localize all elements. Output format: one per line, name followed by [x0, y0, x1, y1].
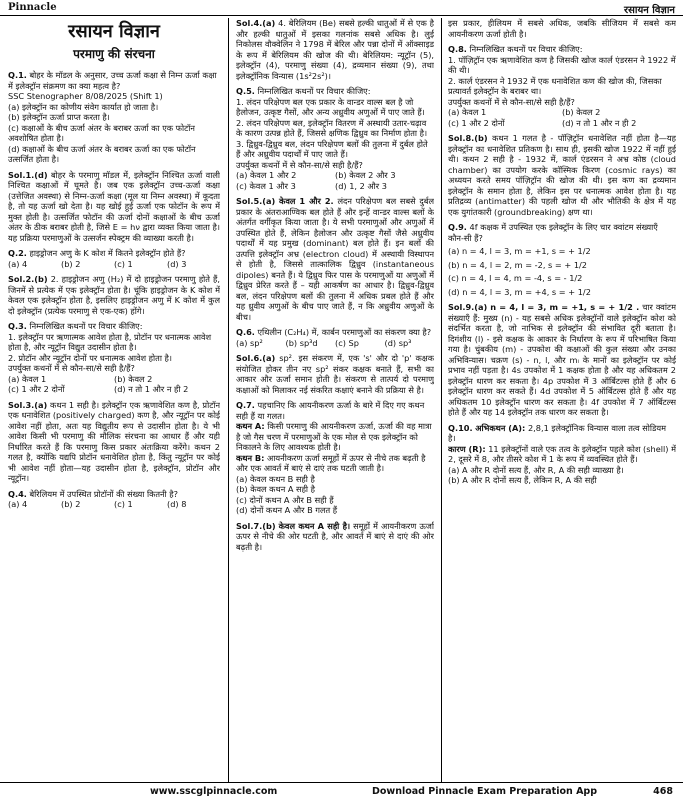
statement: 3. द्विध्रुव-द्विध्रुव बल, लंदन परिक्षेपण बलों की तुलना में दुर्बल होते हैं और अध्रुवीय पदार्थों में पाए जाते हैं। — [236, 138, 428, 159]
statement: 1. इलेक्ट्रॉन पर ऋणात्मक आवेश होता है, प्रोटॉन पर धनात्मक आवेश होता है, और न्यूट्रॉन विद्युत उदासीन होता है। — [8, 331, 212, 353]
column-divider — [228, 18, 229, 782]
statement-label: कथन B: — [236, 452, 265, 463]
option: (b) 2 — [61, 258, 81, 269]
solution-head: Sol.4.(a) — [236, 18, 276, 28]
question-number: Q.2. — [8, 248, 27, 259]
options — [236, 170, 434, 191]
question-text: 4f कक्षक में उपस्थित एक इलेक्ट्रॉन के लिए चार क्वांटम संख्याएँ कौन-सी हैं? — [448, 222, 658, 243]
solution-head: Sol.7.(b) — [236, 520, 276, 531]
page-footer — [0, 782, 683, 800]
option: (b) केवल कथन A सही है — [236, 484, 316, 494]
statement-b — [236, 453, 434, 474]
question-text: एथिलीन (C₂H₄) में, कार्बन परमाणुओं का संकरण क्या है? — [257, 327, 432, 337]
question-text: बेरिलियम में उपस्थित प्रोटॉनों की संख्या कितनी है? — [29, 488, 178, 499]
question-text: निम्नलिखित कथनों पर विचार कीजिए: — [257, 86, 371, 96]
option: (b) केवल 2 — [114, 373, 153, 384]
question-source: SSC Stenographer 8/08/2025 (Shift 1) — [8, 91, 163, 102]
solution-lead: n = 4, l = 3, m = +1, s = + 1/2 . — [490, 302, 640, 312]
question-number: Q.8. — [448, 44, 467, 54]
question-number: Q.5. — [236, 86, 255, 96]
option: (c) 1 और 2 दोनों — [8, 384, 65, 395]
app-promo: Download Pinnacle Exam Preparation App — [372, 786, 598, 797]
option: (d) न तो 1 और न ही 2 — [562, 117, 637, 128]
solution-head: Sol.5.(a) — [236, 196, 276, 206]
solution-lead: केवल कथन A सही है। — [278, 520, 351, 531]
option: (a) केवल कथन B सही है — [236, 473, 315, 484]
question-ask: उपर्युक्त कथनों में से कौन-सा/से सही है/हैं? — [236, 159, 363, 170]
solution-head: Sol.6.(a) — [236, 353, 276, 363]
statement-text: किसी परमाणु की आयनीकरण ऊर्जा, ऊर्जा की वह मात्रा है जो गैस चरण में परमाणुओं के एक मोल से एक इलेक्ट्रॉन को निकालने के लिए आवश्यक होती है। — [236, 421, 432, 452]
solution-4 — [236, 18, 434, 81]
options — [236, 338, 434, 349]
brand-name: Pinnacle — [8, 2, 57, 13]
question-10 — [448, 423, 676, 444]
solution-text: लंदन परिक्षेपण बल सबसे दुर्बल प्रकार के अंतराआण्विक बल होते हैं और इन्हें वान्डर वाल्स बलों के अंतर्गत वर्गीकृत किया जाता है। ये सभी परमाणुओं और अणुओं में उपस्थित होते हैं, लेकिन हैलोजन और उत्कृष्ट गैसों जैसे अध्रुवीय पदार्थों में यह प्रमुख (dominant) बल होते हैं। इन बलों की उत्पत्ति इलेक्ट्रॉन अभ्र (electron cloud) में अस्थायी विस्थापन से होती है, जिससे तात्कालिक द्विध्रुव (instantaneous dipoles) बनते हैं। ये द्विध्रुव फिर पास के परमाणुओं या अणुओं में द्विध्रुव प्रेरित करते हैं – यही आकर्षण का आधार है। द्विध्रुव-द्विध्रुव बल, लंदन परिक्षेपण बलों की तुलना में अधिक प्रबल होते हैं और यह ध्रुवीय अणुओं के बीच पाए जाते हैं, न कि अध्रुवीय अणुओं के बीच। — [236, 196, 434, 322]
solution-7 — [236, 521, 434, 553]
solution-head: Sol.8.(b) — [448, 133, 488, 143]
question-9 — [448, 222, 676, 243]
option: (a) n = 4, l = 3, m = +1, s = + 1/2 — [448, 246, 591, 256]
column-divider — [441, 18, 442, 782]
solution-lead: केवल 1 और 2. — [279, 196, 334, 206]
statement: 1. लंदन परिक्षेपण बल एक प्रकार के वान्डर वाल्स बल है जो हैलोजन, उत्कृष्ट गैसों, और अन्य अध्रुवीय अणुओं में पाए जाते हैं। — [236, 96, 425, 117]
option: (c) कक्षाओं के बीच ऊर्जा अंतर के बराबर ऊर्जा का एक फोटॉन अवशोषित होता है। — [8, 122, 195, 144]
question-8 — [448, 44, 676, 55]
solution-1 — [8, 170, 220, 244]
option: (b) इलेक्ट्रॉन ऊर्जा प्राप्त करता है। — [8, 112, 110, 123]
question-number: Q.10. — [448, 422, 473, 433]
page-title: रसायन विज्ञान — [68, 21, 160, 42]
solution-text: बोहर के परमाणु मॉडल में, इलेक्ट्रॉन निश्चित ऊर्जा वाली निश्चित कक्षाओं में घूमते है। जब एक इलेक्ट्रॉन उच्च-ऊर्जा कक्षा (उत्तेजित अवस्था) से निम्न-ऊर्जा कक्षा (मूल या निम्न अवस्था) में कूदता है, तो यह ऊर्जा खो देता है। यह खोई हुई ऊर्जा एक फोटॉन के रूप में मुक्त होती है। उत्सर्जित फोटॉन की ऊर्जा दोनों कक्षाओं के बीच ऊर्जा अंतर के ठीक बराबर होती है, जिसे E = hν द्वारा व्यक्त किया जाता है। यह प्रक्रिया परमाणुओं के उत्सर्जन स्पेक्ट्रम की व्याख्या करती है। — [8, 169, 220, 243]
option: (c) केवल 1 और 3 — [236, 180, 296, 191]
statement: 2. लंदन परिक्षेपण बल, इलेक्ट्रॉन वितरण में अस्थायी उतार-चढ़ाव के कारण उत्पन्न होते हैं, जिससे क्षणिक द्विध्रुव का निर्माण होता है। — [236, 117, 428, 138]
option: (c) n = 4, l = 4, m = -4, s = - 1/2 — [448, 273, 583, 283]
solution-8 — [448, 133, 676, 217]
solution-head: Sol.1.(d) — [8, 169, 48, 180]
solution-7-continued: इस प्रकार, हीलियम में सबसे अधिक, जबकि सीजियम में सबसे कम आयनीकरण ऊर्जा होती है। — [448, 18, 676, 39]
question-text: पहचानिए कि आयनीकरण ऊर्जा के बारे में दिए गए कथन सही हैं या गलत। — [236, 400, 425, 421]
reason-label: कारण (R): — [448, 443, 486, 454]
column-1 — [8, 18, 220, 780]
option: (d) 3 — [167, 258, 187, 269]
page-header — [0, 0, 683, 16]
option: (c) 1 — [114, 258, 133, 269]
option: (c) दोनों कथन A और B सही हैं — [236, 494, 334, 505]
statement: 2. प्रोटॉन और न्यूट्रॉन दोनों पर धनात्मक आवेश होता है। — [8, 352, 172, 363]
question-number: Q.3. — [8, 321, 27, 332]
assertion-label: अभिकथन (A): — [475, 422, 526, 433]
question-number: Q.7. — [236, 400, 255, 410]
solution-3 — [8, 400, 220, 484]
solution-9 — [448, 302, 676, 418]
solution-text: समूहों में आयनीकरण ऊर्जा ऊपर से नीचे की ओर घटती है, और आवर्त में बाएं से दाएं की ओर बढ़ती है। — [236, 520, 434, 552]
column-3 — [448, 18, 676, 780]
website-link[interactable]: www.sscglpinnacle.com — [150, 786, 278, 797]
solution-text: 4. बेरिलियम (Be) सबसे हल्की धातुओं में से एक है और हल्की धातुओं में इसका गलनांक सबसे अधिक है। लुई निकोलस वौक्वेलिन ने 1798 में बेरिल और पन्ना दोनों में ऑक्साइड के रूप में बेरिलियम की खोज की थी। बेरिलियम: न्यूट्रॉन (5), इलेक्ट्रॉन (4), परमाणु संख्या (4), द्रव्यमान संख्या (9), तथा इलेक्ट्रॉनिक विन्यास (1s²2s²)। — [236, 18, 434, 81]
option: (d) न तो 1 और न ही 2 — [114, 384, 189, 395]
question-ask: उपर्युक्त कथनों में से कौन-सा/से सही है/हैं? — [8, 363, 135, 374]
statement-label: कथन A: — [236, 421, 265, 431]
question-ask: उपर्युक्त कथनों में से कौन-सा/से सही है/हैं? — [448, 96, 575, 107]
solution-text: कथन 1 गलत है - पॉज़िट्रॉन धनावेशित नहीं होता है—यह इलेक्ट्रॉन का धनावेशित प्रतिकण है। साथ ही, इसकी खोज 1922 में नहीं हुई थी। कथन 2 सही है - 1932 में, कार्ल एंडरसन ने अभ्र कोष्ठ (cloud chamber) का उपयोग करके कॉस्मिक किरण (cosmic rays) का अध्ययन करते समय पॉज़िट्रॉन की खोज की थी। इस कण का द्रव्यमान इलेक्ट्रॉन के समान होता है, लेकिन इस पर धनात्मक आवेश होता है। यह प्रतिद्रव्य (antimatter) की पहली खोज थी और भौतिकी के क्षेत्र में यह एक युगांतकारी (groundbreaking) क्षण था। — [448, 133, 676, 217]
option: (a) इलेक्ट्रॉन का कोणीय संवेग कार्यात हो जाता है। — [8, 101, 159, 112]
option: (a) 4 — [8, 499, 28, 510]
assertion-text: 2,8,1 इलेक्ट्रॉनिक विन्यास वाला तत्व सोडियम है। — [448, 422, 667, 443]
page-number: 468 — [653, 786, 673, 797]
options — [448, 107, 676, 128]
solution-text: 2. हाइड्रोजन अणु (H₂) में दो हाइड्रोजन परमाणु होते हैं, जिनमें से प्रत्येक में एक इलेक्ट्रॉन होता है। चूंकि हाइड्रोजन के K कोश में केवल एक इलेक्ट्रॉन होता है, इसलिए हाइड्रोजन अणु में K कोश में कुल दो इलेक्ट्रॉन (प्रत्येक परमाणु से एक-एक) होंगे। — [8, 274, 220, 316]
option: (b) केवल 2 — [562, 107, 601, 117]
statement-text: आयनीकरण ऊर्जा समूहों में ऊपर से नीचे तक बढ़ती है और एक आवर्त में बाएं से दाएं तक घटती जाती है। — [236, 452, 426, 473]
question-text: हाइड्रोजन अणु के K कोश में कितने इलेक्ट्रॉन होते हैं? — [29, 248, 186, 259]
option: (c) 1 — [114, 499, 133, 510]
question-number: Q.1. — [8, 70, 27, 81]
question-3 — [8, 321, 220, 332]
statement-a — [236, 421, 434, 453]
option: (a) A और R दोनों सत्य हैं, और R, A की सही व्याख्या है। — [448, 464, 624, 475]
option: (d) 1, 2 और 3 — [335, 180, 387, 191]
solution-text: sp². इस संकरण में, एक 's' और दो 'p' कक्षक संयोजित होकर तीन नए sp² संकर कक्षक बनाते हैं, सभी का आकार और ऊर्जा समान होती है। संकरण से तात्पर्य दो परमाणु कक्षाओं को मिलाकर नई संकरित कक्षाएं बनाने की प्रक्रिया से है। — [236, 353, 434, 395]
option: (d) कक्षाओं के बीच ऊर्जा अंतर के बराबर ऊर्जा का एक फोटॉन उत्सर्जित होता है। — [8, 143, 196, 165]
option: (a) sp² — [236, 337, 263, 348]
solution-6 — [236, 353, 434, 395]
question-text: निम्नलिखित कथनों पर विचार कीजिए: — [469, 44, 583, 54]
option: (b) 2 — [61, 499, 81, 510]
solution-5 — [236, 196, 434, 322]
option: (a) 4 — [8, 258, 28, 269]
question-number: Q.6. — [236, 327, 255, 337]
statement: 1. पॉज़िट्रॉन एक ऋणावेशित कण है जिसकी खोज कार्ल एंडरसन ने 1922 में की थी। — [448, 54, 676, 75]
reason — [448, 444, 676, 465]
solution-2 — [8, 274, 220, 316]
question-7 — [236, 400, 434, 421]
option: (c) 1 और 2 दोनों — [448, 117, 505, 128]
column-2 — [236, 18, 434, 780]
option: (a) केवल 1 और 2 — [236, 170, 297, 180]
option: (b) sp³d — [285, 337, 318, 348]
option: (a) केवल 1 — [448, 107, 487, 117]
option: (b) केवल 2 और 3 — [335, 170, 396, 180]
options — [8, 374, 220, 395]
options — [8, 499, 220, 510]
question-text: बोहर के मॉडल के अनुसार, उच्च ऊर्जा कक्षा से निम्न ऊर्जा कक्षा में इलेक्ट्रॉन संक्रमण का क्या महत्व है? — [8, 70, 217, 91]
question-6 — [236, 327, 434, 338]
solution-text: चार क्वांटम संख्याएँ हैं: मुख्य (n) - यह सबसे अधिक इलेक्ट्रॉनों वाले इलेक्ट्रॉन कोश को संदर्भित करता है, जो नाभिक से इलेक्ट्रॉन की संभावित दूरी बताता है। दिगंशीय (l) - इसे कक्षक के आकार के निर्धारण के रूप में परिभाषित किया गया है। चुंबकीय (m) - उपकोश की कक्षाओं की कुल संख्या और उनका अभिविन्यास। चक्रण (s) - n, l, और mₗ के मानों का इलेक्ट्रॉन पर कोई प्रभाव नहीं पड़ता है। 4s उपकोश में 1 कक्षक होता है और यह अधिकतम 2 इलेक्ट्रॉन धारण कर सकता है। 4p उपकोश में 3 ऑर्बिटल्स होते हैं और 6 इलेक्ट्रॉन धारण कर सकते हैं। 4d उपकोश में 5 ऑर्बिटल्स होते हैं और यह अधिकतम 10 इलेक्ट्रॉन धारण कर सकता है। 4f उपकोश में 7 ऑर्बिटल्स होते हैं और यह 14 इलेक्ट्रॉन तक धारण कर सकता है। — [448, 302, 676, 417]
option: (d) 8 — [167, 499, 187, 510]
option: (a) केवल 1 — [8, 373, 47, 384]
options — [8, 259, 220, 270]
solution-head: Sol.2.(b) — [8, 274, 48, 285]
question-4 — [8, 489, 220, 500]
option: (d) sp³ — [384, 337, 412, 348]
solution-text: कथन 1 सही है। इलेक्ट्रॉन एक ऋणावेशित कण है, प्रोटॉन एक धनावेशित (positively charged) कण है, और न्यूट्रॉन पर कोई आवेश नहीं होता, अतः यह विद्युतीय रूप से उदासीन होता है। ये भी आवेश किसी भी परमाणु की मौलिक संरचना का आधार हैं और यही निर्धारित करते हैं कि परमाणु किस प्रकार अंतःक्रिया करेंगे। कथन 2 गलत है, क्योंकि यद्यपि प्रोटॉन धनावेशित होता है, किंतु न्यूट्रॉन पर कोई भी आवेश नहीं होता—यह उदासीन होता है, इलेक्ट्रॉन, प्रोटॉन और न्यूट्रॉन। — [8, 399, 220, 484]
statement: 2. कार्ल एंडरसन ने 1932 में एक धनावेशित कण की खोज की, जिसका प्रत्यावर्त इलेक्ट्रॉन के बराबर था। — [448, 75, 662, 96]
question-text: निम्नलिखित कथनों पर विचार कीजिए: — [29, 321, 143, 332]
reason-text: 11 इलेक्ट्रॉनों वाले एक तत्व के इलेक्ट्रॉन पहले कोश (shell) में 2, दूसरे में 8, और तीसरे कोश में 1 के रूप में व्यवस्थित होते हैं। — [448, 443, 676, 464]
question-1 — [8, 70, 220, 91]
option: (d) n = 4, l = 3, m = +4, s = + 1/2 — [448, 286, 591, 297]
subject-name: रसायन विज्ञान — [624, 5, 675, 16]
question-number: Q.4. — [8, 488, 27, 499]
option: (b) n = 4, l = 2, m = -2, s = + 1/2 — [448, 259, 587, 270]
question-2 — [8, 248, 220, 259]
option: (b) A और R दोनों सत्य हैं, लेकिन R, A की सही — [448, 475, 597, 485]
option: (d) दोनों कथन A और B गलत हैं — [236, 505, 338, 515]
chapter-title: परमाणु की संरचना — [73, 47, 155, 62]
option: (c) Sp — [335, 337, 359, 348]
solution-head: Sol.9.(a) — [448, 302, 488, 312]
question-5 — [236, 86, 434, 97]
solution-head: Sol.3.(a) — [8, 399, 48, 410]
question-number: Q.9. — [448, 222, 467, 232]
